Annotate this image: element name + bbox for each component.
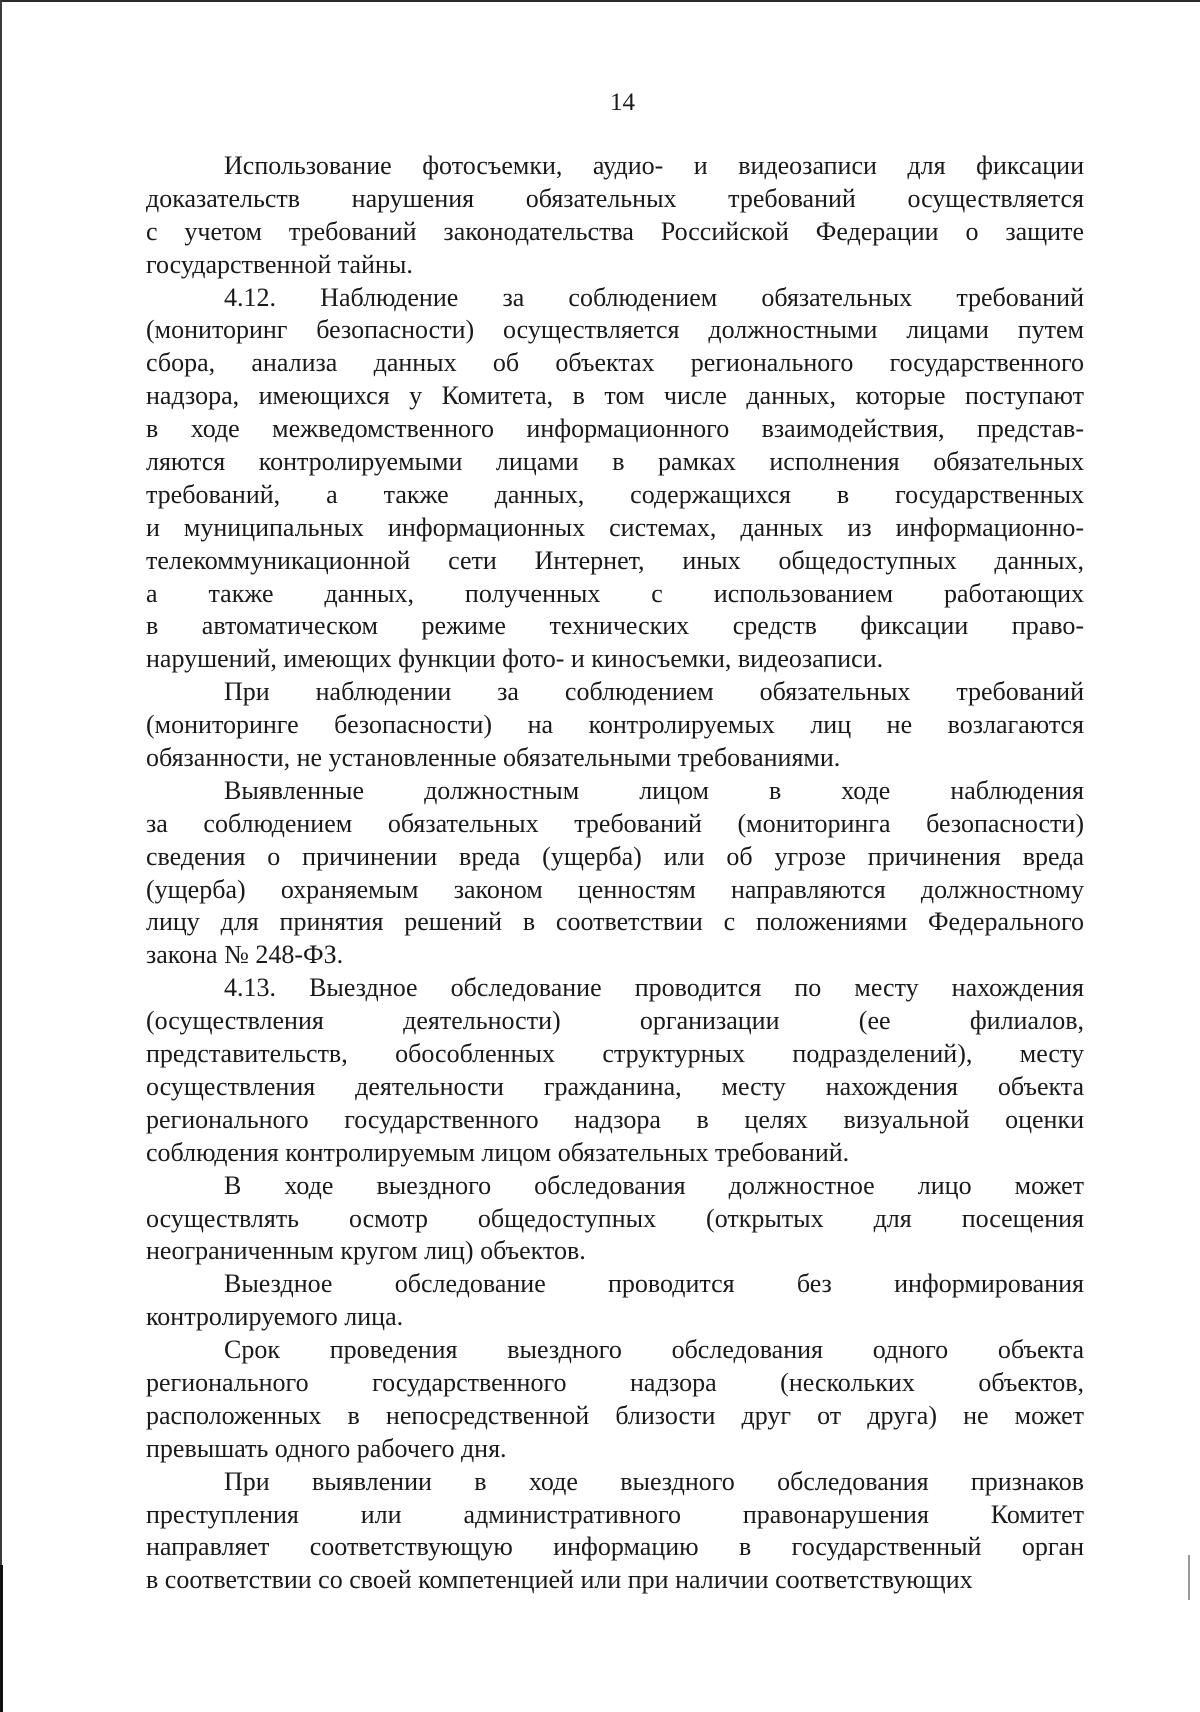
scan-border-top — [0, 0, 1200, 2]
text-line: При наблюдении за соблюдением обязательных требований — [224, 677, 1084, 707]
text-line: регионального государственного надзора (нескольких объектов, — [146, 1367, 1084, 1397]
paragraph — [146, 1466, 1084, 1598]
document-body — [146, 150, 1084, 1597]
text-line: обязанности, не установленные обязательными требованиями. — [146, 743, 841, 773]
paragraph — [146, 1334, 1084, 1466]
text-line: (мониторинге безопасности) на контролируемых лиц не возлагаются — [146, 710, 1084, 740]
text-line: Срок проведения выездного обследования одного объекта — [224, 1335, 1084, 1365]
text-line: неограниченным кругом лиц) объектов. — [146, 1236, 586, 1266]
text-line: расположенных в непосредственной близости друг от друга) не может — [146, 1400, 1084, 1430]
text-line: телекоммуникационной сети Интернет, иных общедоступных данных, — [146, 545, 1084, 575]
paragraph — [146, 775, 1084, 972]
text-line: преступления или административного правонарушения Комитет — [146, 1499, 1084, 1529]
paragraph — [146, 1268, 1084, 1334]
text-line: (ущерба) охраняемым законом ценностям направляются должностному — [146, 874, 1084, 904]
scan-artifact-right — [1188, 1555, 1190, 1600]
text-line: превышать одного рабочего дня. — [146, 1433, 507, 1463]
text-line: сбора, анализа данных об объектах регионального государственного — [146, 348, 1084, 378]
text-line: в ходе межведомственного информационного взаимодействия, представ- — [146, 414, 1084, 444]
text-line: При выявлении в ходе выездного обследования признаков — [224, 1466, 1084, 1496]
text-line: доказательств нарушения обязательных требований осуществляется — [146, 183, 1084, 213]
text-line: 4.12. Наблюдение за соблюдением обязательных требований — [224, 282, 1084, 312]
text-line: за соблюдением обязательных требований (мониторинга безопасности) — [146, 808, 1084, 838]
paragraph — [146, 282, 1084, 677]
text-line: государственной тайны. — [146, 249, 413, 279]
text-line: нарушений, имеющих функции фото- и киносъемки, видеозаписи. — [146, 644, 884, 674]
text-line: контролируемого лица. — [146, 1302, 404, 1332]
text-line: надзора, имеющихся у Комитета, в том числе данных, которые поступают — [146, 381, 1084, 411]
text-line: а также данных, полученных с использованием работающих — [146, 578, 1084, 608]
text-line: направляет соответствующую информацию в государственный орган — [146, 1532, 1084, 1562]
text-line: с учетом требований законодательства Российской Федерации о защите — [146, 216, 1084, 246]
paragraph — [146, 1170, 1084, 1269]
text-line: (мониторинг безопасности) осуществляется должностными лицами путем — [146, 315, 1084, 345]
text-line: Выездное обследование проводится без информирования — [224, 1269, 1084, 1299]
text-line: требований, а также данных, содержащихся в государственных — [146, 479, 1084, 509]
paragraph — [146, 972, 1084, 1169]
text-line: сведения о причинении вреда (ущерба) или об угрозе причинения вреда — [146, 841, 1084, 871]
text-line: Использование фотосъемки, аудио- и видеозаписи для фиксации — [224, 151, 1084, 180]
text-line: ляются контролируемыми лицами в рамках исполнения обязательных — [146, 447, 1084, 477]
scan-border-left — [0, 0, 2, 1712]
text-line: осуществлять осмотр общедоступных (открытых для посещения — [146, 1203, 1084, 1233]
paragraph — [146, 676, 1084, 775]
text-line: 4.13. Выездное обследование проводится по месту нахождения — [224, 973, 1084, 1003]
text-line: в автоматическом режиме технических средств фиксации право- — [146, 611, 1084, 641]
paragraph — [146, 150, 1084, 282]
text-line: В ходе выездного обследования должностное лицо может — [224, 1170, 1084, 1200]
text-line: осуществления деятельности гражданина, месту нахождения объекта — [146, 1071, 1084, 1101]
text-line: лицу для принятия решений в соответствии с положениями Федерального — [146, 907, 1084, 937]
text-line: (осуществления деятельности) организации (ее филиалов, — [146, 1006, 1084, 1036]
page-number: 14 — [610, 89, 635, 116]
scan-artifact-left — [0, 1565, 3, 1712]
text-line: Выявленные должностным лицом в ходе наблюдения — [224, 775, 1084, 805]
text-line: и муниципальных информационных системах, данных из информационно- — [146, 512, 1084, 542]
text-line: регионального государственного надзора в целях визуальной оценки — [146, 1104, 1084, 1134]
text-line: в соответствии со своей компетенцией или при наличии соответствующих — [146, 1565, 973, 1595]
text-line: представительств, обособленных структурных подразделений), месту — [146, 1039, 1084, 1069]
text-line: соблюдения контролируемым лицом обязательных требований. — [146, 1137, 850, 1167]
text-line: закона № 248-ФЗ. — [146, 940, 344, 970]
